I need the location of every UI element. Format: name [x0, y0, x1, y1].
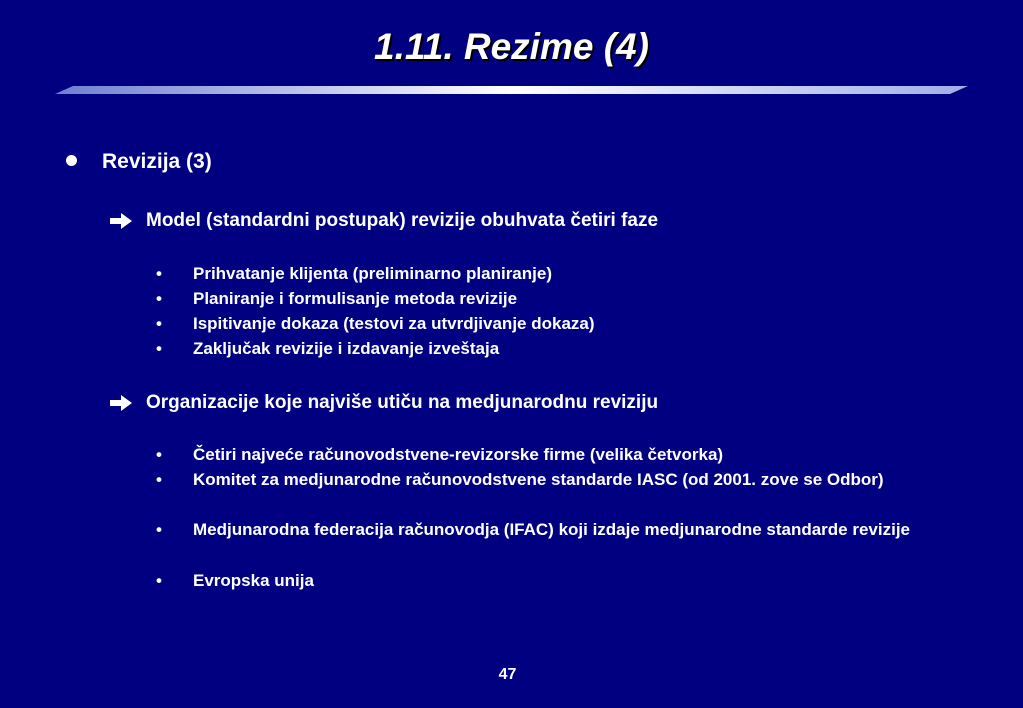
bullet-icon: • [156, 470, 162, 489]
bullet-icon: • [156, 289, 162, 308]
section-label: Model (standardni postupak) revizije obuhvata četiri faze [146, 210, 659, 231]
bullet-icon: • [156, 339, 162, 358]
bullet-icon: • [156, 314, 162, 333]
arrow-right-icon [108, 393, 134, 413]
section-heading [108, 210, 658, 232]
list-item: • Zaključak revizije i izdavanje izveštaja [150, 337, 1000, 361]
list-item: • Evropska unija [150, 569, 1000, 593]
list-item: • Planiranje i formulisanje metoda revizije [150, 287, 1000, 311]
bullet-icon: • [156, 264, 162, 283]
title-divider [55, 86, 968, 94]
page-number: 47 [498, 666, 517, 683]
bullet-icon: • [156, 520, 162, 539]
arrow-right-icon [108, 211, 134, 231]
bullet-dot-icon [66, 155, 77, 166]
list-item: • Četiri najveće računovodstvene-revizorske firme (velika četvorka) [150, 443, 1000, 467]
heading-text: Revizija (3) [102, 150, 212, 173]
slide-title: 1.11. Rezime (4) [374, 26, 649, 67]
section-heading [108, 392, 658, 414]
bullet-icon: • [156, 445, 162, 464]
bullet-icon: • [156, 571, 162, 590]
list-item: • Prihvatanje klijenta (preliminarno planiranje) [150, 262, 1000, 286]
main-heading [66, 150, 212, 174]
list-item: • Medjunarodna federacija računovodja (IFAC) koji izdaje medjunarodne standarde revizije [150, 518, 1000, 542]
section-label: Organizacije koje najviše utiču na medjunarodnu reviziju [146, 392, 659, 413]
list-item: • Ispitivanje dokaza (testovi za utvrdjivanje dokaza) [150, 312, 1000, 336]
list-item: • Komitet za medjunarodne računovodstvene standarde IASC (od 2001. zove se Odbor) [150, 468, 1000, 492]
